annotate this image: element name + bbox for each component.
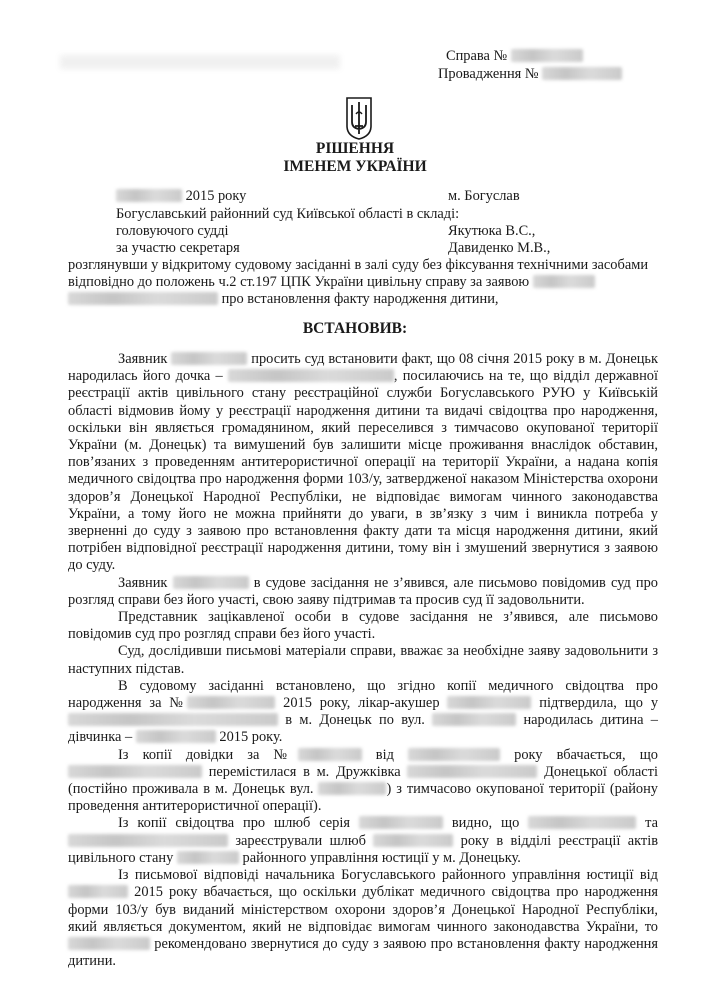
- secretary-role: за участю секретаря: [116, 240, 240, 256]
- p1-part-c: , посилаючись на те, що відділ державної реєстрації актів цивільного стану реєстраційної служби Богуславського РУЮ у Київській області відмовив йому у реєстрації народження дитини та видачі свідоцтва про народження, оскільки він являється громадянином, який переселився з тимчасово окупованої території України (м. Донецьк) та вимушений був залишити місце проживання внаслідок обставин, пов’язаних з проведенням антитерористичної операції на території України, а надана копія медичного свідоцтва про народження форми 103/у, затвердженої наказом Міністерства охорони здоров’я Донецької Народної Республіки, не відповідає вимогам чинного законодавства України, а тому його не можна прийняти до уваги, в зв’язку з чим і виникла потреба у зверненні до суду з заявою про встановлення факту дати та місця народження дитини, який потрібен відповідної реєстрації народження дитини, тому він і змушений звернутися з заявою до суду.: [68, 368, 658, 574]
- secretary-name: Давиденко М.В.,: [448, 240, 551, 256]
- paragraph-1: [68, 351, 658, 575]
- reply-date-redacted: [68, 885, 128, 898]
- body-text: [68, 351, 658, 970]
- p1-part-a: Заявник: [118, 351, 168, 367]
- p5-part-f: 2015 року.: [219, 729, 283, 746]
- p2-part-a: Заявник: [118, 574, 168, 591]
- p5-part-d: в м. Донецьк по вул.: [285, 712, 425, 729]
- p7-part-f: районного управління юстиції у м. Донецьку.: [242, 849, 521, 866]
- spouse-1-redacted: [528, 816, 636, 829]
- p8-part-c: рекомендовано звернутися до суду з заявою про встановлення факту народження дитини.: [68, 935, 658, 970]
- p6-part-c: року вбачається, що: [514, 746, 658, 763]
- p5-part-a: В судовому засіданні встановлено, що згідно копії медичного свідоцтва про народження за №: [68, 677, 658, 712]
- court-composition: Богуславський районний суд Київської області в складі:: [116, 206, 460, 222]
- p7-part-d: зареєстрували шлюб: [235, 832, 366, 849]
- p7-part-b: видно, що: [451, 815, 520, 832]
- p1-part-b: просить суд встановити факт, що 08 січня 2015 року в м. Донецьк народилась його дочка –: [68, 351, 658, 385]
- p5-part-e: народилась дитина – дівчинка –: [68, 712, 658, 746]
- judge-role: головуючого судді: [116, 223, 229, 239]
- paragraph-3: Представник зацікавленої особи в судове засідання не з’явився, але письмово повідомив суд про розгляд справи без його участі.: [68, 609, 658, 643]
- paragraph-4: Суд, дослідивши письмові матеріали справи, вважає за необхідне заяву задовольнити з наступних підстав.: [68, 643, 658, 677]
- p8-part-a: Із письмової відповіді начальника Богуславського районного управління юстиції від: [118, 867, 658, 884]
- paragraph-6: [68, 747, 658, 816]
- marriage-series-redacted: [359, 816, 443, 829]
- p6-part-f: ) з тимчасово окупованої території (району проведення антитерористичної операції).: [68, 781, 658, 815]
- spouse-2-redacted: [68, 834, 228, 847]
- address-redacted: [407, 765, 537, 778]
- proceeding-number-label: Провадження №: [438, 66, 539, 82]
- person-redacted: [68, 765, 202, 778]
- intro-line-1: розглянувши у відкритому судовому засіданні в залі суду без фіксування технічними засобами: [68, 257, 649, 273]
- street-redacted: [318, 782, 386, 795]
- street-redacted: [432, 713, 516, 726]
- intro-line-2: [68, 274, 658, 291]
- bleed-through-smudge: [60, 55, 340, 69]
- intro-paragraph: [68, 257, 658, 309]
- p6-part-b: від: [375, 746, 394, 763]
- p6-part-d: перемістилася в м. Дружківка: [208, 763, 401, 780]
- applicant-redacted: [68, 937, 150, 950]
- p8-part-b: 2015 року вбачається, що оскільки дублікат медичного свідоцтва про народження форми 103/у був виданий міністерством охорони здоров’я Донецької Народної Республіки, який являється документом, який не відповідає вимогам чинного законодавства України, то: [68, 884, 658, 935]
- intro-line-3-text: про встановлення факту народження дитини,: [221, 291, 499, 308]
- reference-date-redacted: [408, 748, 500, 761]
- intro-line-3: [68, 291, 658, 308]
- decision-subtitle: ІМЕНЕМ УКРАЇНИ: [283, 158, 427, 175]
- p6-part-a: Із копії довідки за №: [118, 746, 298, 763]
- district-redacted: [177, 851, 239, 864]
- decision-place: м. Богуслав: [448, 188, 520, 204]
- case-number-label: Справа №: [446, 48, 508, 64]
- mother-name-redacted: [68, 713, 278, 726]
- case-number-redacted: [511, 49, 583, 62]
- date-year: 2015 року: [185, 188, 247, 204]
- proceeding-number-line: [438, 66, 622, 83]
- paragraph-2: [68, 575, 658, 609]
- trident-icon: [344, 96, 374, 145]
- applicant-redacted: [533, 275, 595, 288]
- p7-part-e: року в відділі реєстрації актів цивільного стану: [68, 832, 658, 866]
- paragraph-8: [68, 867, 658, 970]
- certificate-number-redacted: [187, 696, 275, 709]
- decision-title: РІШЕННЯ: [315, 140, 395, 157]
- section-title: ВСТАНОВИВ:: [302, 320, 408, 337]
- paragraph-5: [68, 678, 658, 747]
- intro-line-2-text: відповідно до положень ч.2 ст.197 ЦПК України цивільну справу за заявою: [68, 274, 530, 291]
- date-redacted: [116, 189, 182, 202]
- paragraph-7: [68, 815, 658, 867]
- p7-part-c: та: [645, 815, 658, 832]
- applicant-name-redacted: [68, 292, 218, 305]
- decision-date: [116, 188, 246, 205]
- judge-name: Якутюка В.С.,: [448, 223, 536, 239]
- applicant-redacted: [171, 352, 247, 365]
- marriage-date-redacted: [373, 834, 453, 847]
- proceeding-number-redacted: [542, 67, 622, 80]
- p7-part-a: Із копії свідоцтва про шлюб серія: [118, 815, 350, 832]
- p5-part-c: підтвердила, що у: [539, 695, 659, 712]
- case-number-line: [446, 48, 583, 65]
- birth-date-redacted: [136, 730, 216, 743]
- p2-part-b: в судове засідання не з’явився, але письмово повідомив суд про розгляд справи без його участі, свою заяву підтримав та просив суд її задовольнити.: [68, 574, 658, 608]
- p5-part-b: 2015 року, лікар-акушер: [283, 695, 440, 712]
- p6-part-e: Донецької області (постійно проживала в м. Донецьк вул.: [68, 763, 658, 798]
- reference-number-redacted: [298, 748, 362, 761]
- child-name-redacted: [228, 369, 394, 382]
- applicant-redacted: [173, 576, 249, 589]
- obstetrician-redacted: [447, 696, 531, 709]
